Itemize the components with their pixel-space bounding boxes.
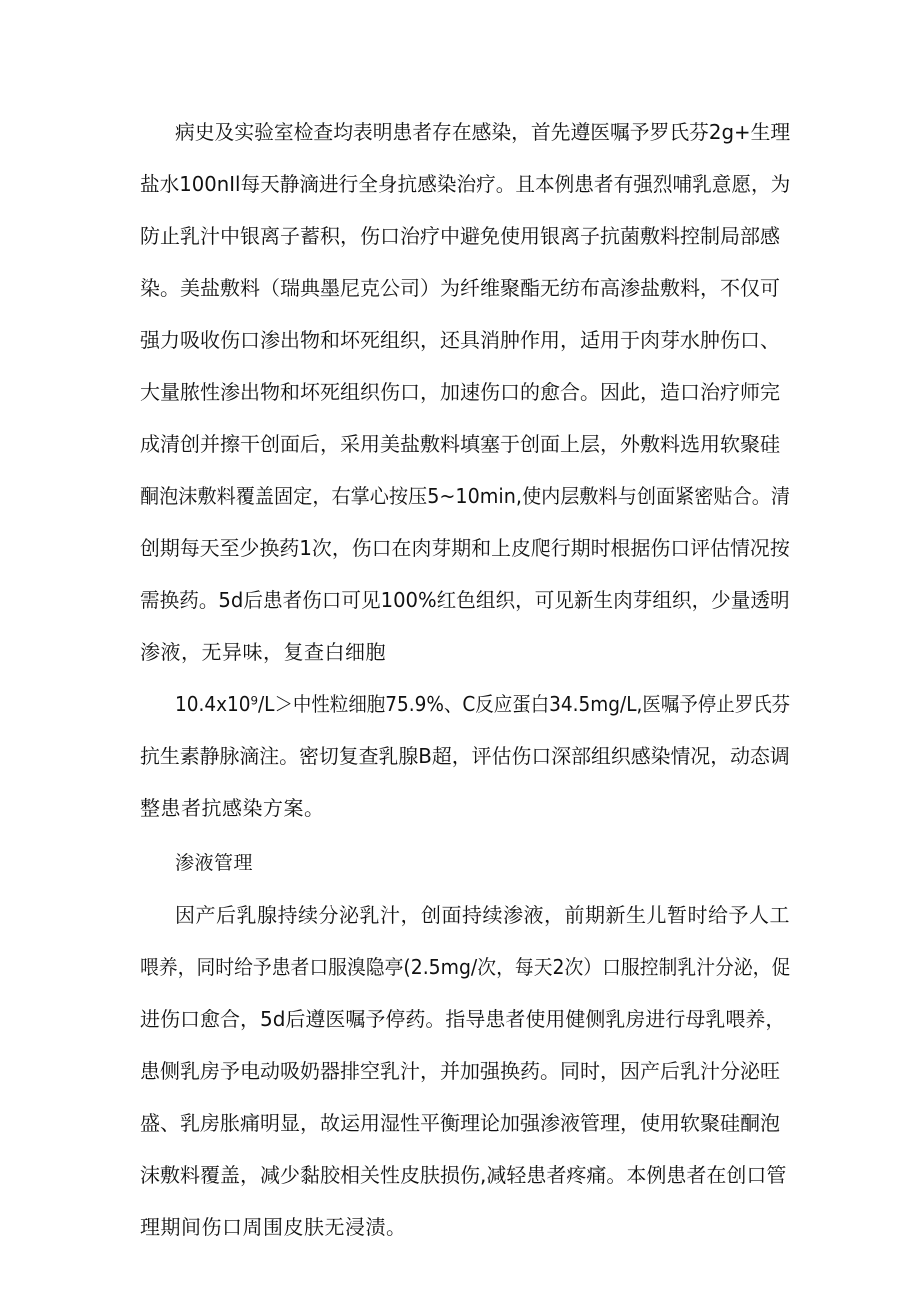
text-line: 10.4x10⁹/L＞中性粒细胞75.9%、C反应蛋白34.5mg/L,医嘱予停止罗氏芬 xyxy=(175,692,791,716)
text-line: 病史及实验室检查均表明患者存在感染，首先遵医嘱予罗氏芬2g+生理 xyxy=(175,120,791,144)
text-line: 渗液，无异味，复查白细胞 xyxy=(140,640,386,664)
text-line: 进伤口愈合，5d后遵医嘱予停药。指导患者使用健侧乳房进行母乳喂养， xyxy=(140,1007,786,1031)
text-line: 沫敷料覆盖，减少黏胶相关性皮肤损伤,减轻患者疼痛。本例患者在创口管 xyxy=(140,1163,787,1187)
text-line: 大量脓性渗出物和坏死组织伤口，加速伤口的愈合。因此，造口治疗师完 xyxy=(140,380,780,404)
text-line: 需换药。5d后患者伤口可见100%红色组织，可见新生肉芽组织，少量透明 xyxy=(140,588,790,612)
text-line: 染。美盐敷料（瑞典墨尼克公司）为纤维聚酯无纺布高渗盐敷料，不仅可 xyxy=(140,276,780,300)
text-line: 成清创并擦干创面后，采用美盐敷料填塞于创面上层，外敷料选用软聚硅 xyxy=(140,432,780,456)
text-line: 创期每天至少换药1次，伤口在肉芽期和上皮爬行期时根据伤口评估情况按 xyxy=(140,536,790,560)
text-line: 强力吸收伤口渗出物和坏死组织，还具消肿作用，适用于肉芽水肿伤口、 xyxy=(140,328,780,352)
text-line: 防止乳汁中银离子蓄积，伤口治疗中避免使用银离子抗菌敷料控制局部感 xyxy=(140,224,780,248)
text-line: 理期间伤口周围皮肤无浸渍。 xyxy=(140,1215,407,1239)
text-line: 患侧乳房予电动吸奶器排空乳汁，并加强换药。同时，因产后乳汁分泌旺 xyxy=(140,1059,780,1083)
text-line: 因产后乳腺持续分泌乳汁，创面持续渗液，前期新生儿暂时给予人工 xyxy=(175,903,790,927)
text-line: 盐水100nIl每天静滴进行全身抗感染治疗。且本例患者有强烈哺乳意愿，为 xyxy=(140,172,791,196)
text-line: 抗生素静脉滴注。密切复查乳腺B超，评估伤口深部组织感染情况，动态调 xyxy=(140,744,790,768)
section-heading: 渗液管理 xyxy=(175,852,254,874)
text-line: 盛、乳房胀痛明显，故运用湿性平衡理论加强渗液管理，使用软聚硅酮泡 xyxy=(140,1111,780,1135)
text-line: 喂养，同时给予患者口服溴隐亭(2.5mg/次，每天2次）口服控制乳汁分泌，促 xyxy=(140,955,791,979)
text-line: 酮泡沫敷料覆盖固定，右掌心按压5~10min,使内层敷料与创面紧密贴合。清 xyxy=(140,484,791,508)
text-line: 整患者抗感染方案。 xyxy=(140,796,325,820)
